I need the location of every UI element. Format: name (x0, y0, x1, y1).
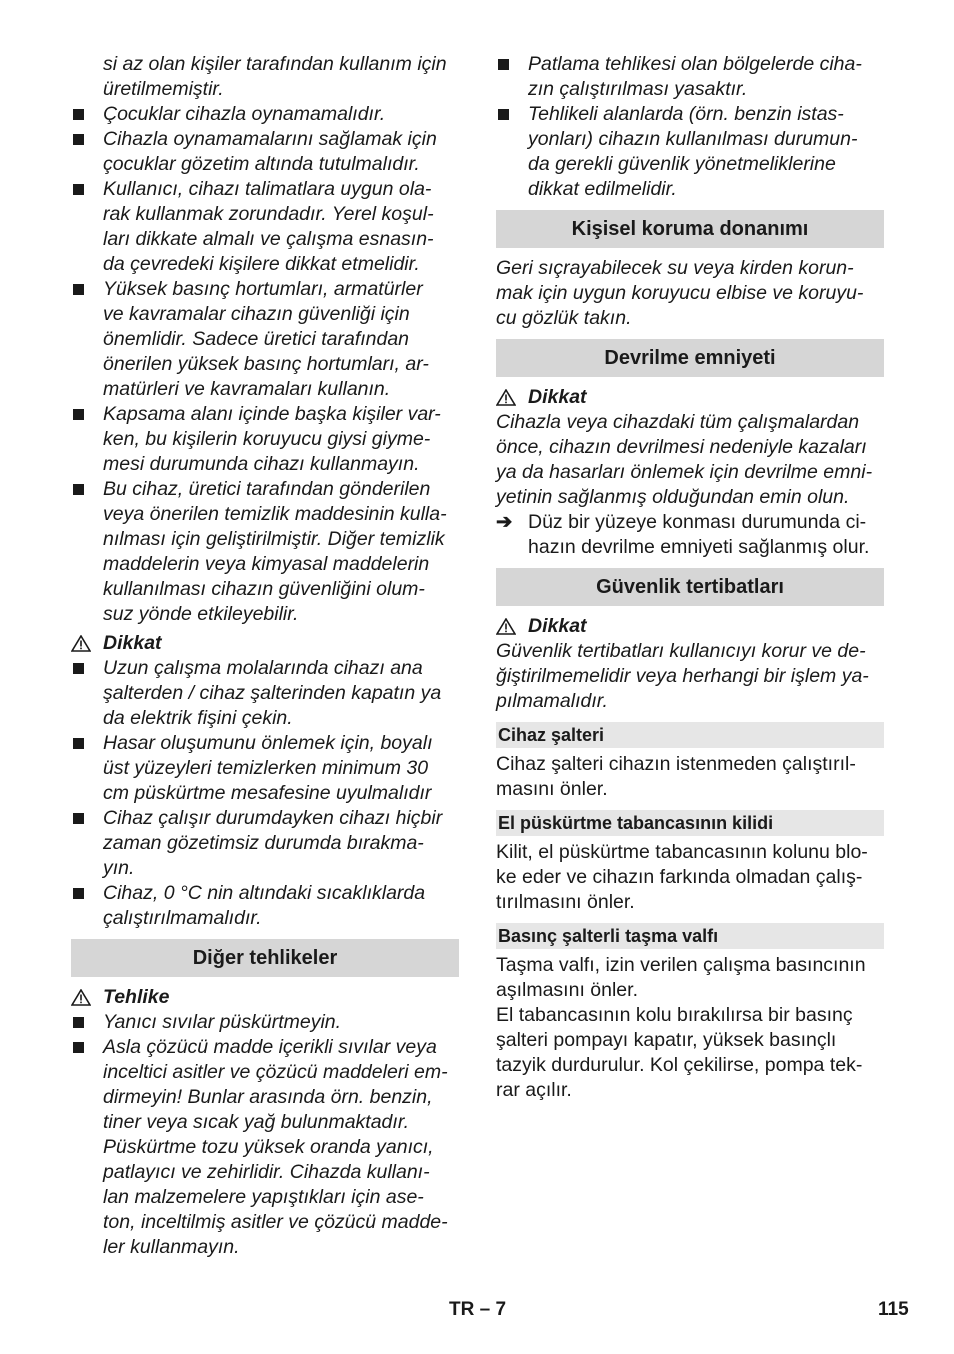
bullet-line: önemlidir. Sadece üretici tarafından (103, 328, 410, 350)
bullet-item (71, 656, 459, 731)
bullet-line: çalıştırılmamalıdır. (103, 907, 262, 929)
bullet-line: ları dikkate almalı ve çalışma esnasın- (103, 228, 434, 250)
section-heading: Güvenlik tertibatları (496, 568, 884, 606)
square-bullet-icon (73, 109, 84, 120)
bullet-line: ken, bu kişilerin koruyucu giysi giyme- (103, 428, 431, 450)
bullet-line: matürleri ve kavramaları kullanın. (103, 378, 391, 400)
bullet-list (71, 1010, 459, 1260)
safety-text: Güvenlik tertibatları kullanıcıyı korur ve de- ğiştirilmemelidir veya herhangi bir işlem ya- pılmamalıdır. (496, 640, 869, 712)
section-heading: Devrilme emniyeti (496, 339, 884, 377)
section-heading: Kişisel koruma donanımı (496, 210, 884, 248)
square-bullet-icon (498, 109, 509, 120)
bullet-line: veya önerilen temizlik maddesinin kulla- (103, 503, 447, 525)
bullet-line: zaman gözetimsiz durumda bırakma- (103, 832, 424, 854)
danger-note: Tehlike (71, 985, 459, 1010)
bullet-list (496, 52, 884, 202)
bullet-line: şalterden / cihaz şalterinden kapatın ya (103, 682, 442, 704)
warning-triangle-icon (496, 618, 516, 635)
bullet-line: Çocuklar cihazla oynamamalıdır. (103, 103, 386, 125)
bullet-item (71, 177, 459, 277)
bullet-line: patlayıcı ve zehirlidir. Cihazda kullanı- (103, 1161, 430, 1183)
bullet-line: rak kullanmak zorundadır. Yerel koşul- (103, 203, 434, 225)
bullet-item (71, 1010, 459, 1035)
lock-text: Kilit, el püskürtme tabancasının kolunu blo- ke eder ve cihazın farkında olmadan çalış- tırılmasını önler. (496, 841, 868, 913)
bullet-line: lan malzemelere yapıştıkları için ase- (103, 1186, 424, 1208)
square-bullet-icon (73, 888, 84, 899)
bullet-line: Cihazla oynamamalarını sağlamak için (103, 128, 437, 150)
warning-note: Dikkat (71, 631, 459, 656)
bullet-line: dirmeyin! Bunlar arasında örn. benzin, (103, 1086, 433, 1108)
bullet-line: kullanılması cihazın güvenliğini olum- (103, 578, 425, 600)
section-heading: Diğer tehlikeler (71, 939, 459, 977)
subsection-heading: Cihaz şalteri (496, 722, 884, 748)
square-bullet-icon (73, 1017, 84, 1028)
intro-text: si az olan kişiler tarafından kullanım için üretilmemiştir. (103, 53, 447, 100)
square-bullet-icon (73, 663, 84, 674)
square-bullet-icon (73, 813, 84, 824)
square-bullet-icon (73, 1042, 84, 1053)
bullet-line: Kapsama alanı içinde başka kişiler var- (103, 403, 441, 425)
bullet-line: Püskürtme tozu yüksek oranda yanıcı, (103, 1136, 434, 1158)
bullet-line: da çevredeki kişilere dikkat etmelidir. (103, 253, 420, 275)
bullet-item (496, 102, 884, 202)
bullet-item (71, 731, 459, 806)
subsection-heading: El püskürtme tabancasının kilidi (496, 810, 884, 836)
switch-text: Cihaz şalteri cihazın istenmeden çalıştırıl- masını önler. (496, 753, 856, 800)
square-bullet-icon (498, 59, 509, 70)
bullet-line: Kullanıcı, cihazı talimatlara uygun ola- (103, 178, 432, 200)
bullet-line: Uzun çalışma molalarında cihazı ana (103, 657, 423, 679)
bullet-line: Cihaz çalışır durumdayken cihazı hiçbir (103, 807, 443, 829)
bullet-line: cm püskürtme mesafesine uyulmalıdır (103, 782, 432, 804)
bullet-line: yonları) cihazın kullanılması durumun- (528, 128, 858, 150)
bullet-line: ler kullanmayın. (103, 1236, 240, 1258)
warning-note: Dikkat (496, 614, 884, 639)
bullet-line: mesi durumunda cihazı kullanmayın. (103, 453, 420, 475)
bullet-line: önerilen yüksek basınç hortumları, ar- (103, 353, 429, 375)
bullet-line: yın. (103, 857, 135, 879)
bullet-line: dikkat edilmelidir. (528, 178, 677, 200)
bullet-line: tiner veya sıcak yağ bulunmaktadır. (103, 1111, 410, 1133)
bullet-line: maddelerin veya kimyasal maddelerin (103, 553, 430, 575)
tip-text: Cihazla veya cihazdaki tüm çalışmalardan önce, cihazın devrilmesi nedeniyle kazaları ya da hasarları önlemek için devrilme emni- yetinin sağlanmış olduğundan emin olun. (496, 411, 873, 508)
bullet-item (71, 477, 459, 627)
warning-triangle-icon (71, 635, 91, 652)
bullet-line: Asla çözücü madde içerikli sıvılar veya (103, 1036, 437, 1058)
right-column (496, 52, 884, 1103)
bullet-item (71, 127, 459, 177)
bullet-line: Tehlikeli alanlarda (örn. benzin istas- (528, 103, 844, 125)
left-column (71, 52, 459, 1260)
page-number: 115 (878, 1299, 909, 1320)
bullet-item (71, 277, 459, 402)
bullet-line: Hasar oluşumunu önlemek için, boyalı (103, 732, 433, 754)
bullet-line: da gerekli güvenlik yönetmeliklerine (528, 153, 836, 175)
square-bullet-icon (73, 184, 84, 195)
square-bullet-icon (73, 484, 84, 495)
bullet-item (71, 806, 459, 881)
bullet-line: Patlama tehlikesi olan bölgelerde ciha- (528, 53, 862, 75)
bullet-list (71, 656, 459, 931)
bullet-item (71, 1035, 459, 1260)
warning-note: Dikkat (496, 385, 884, 410)
bullet-line: üst yüzeyleri temizlerken minimum 30 (103, 757, 429, 779)
bullet-item (71, 881, 459, 931)
bullet-line: ton, inceltilmiş asitler ve çözücü madde- (103, 1211, 448, 1233)
square-bullet-icon (73, 134, 84, 145)
bullet-line: da elektrik fişini çekin. (103, 707, 293, 729)
section-page-label: TR – 7 (449, 1299, 507, 1320)
square-bullet-icon (73, 409, 84, 420)
bullet-line: suz yönde etkileyebilir. (103, 603, 299, 625)
bullet-line: Bu cihaz, üretici tarafından gönderilen (103, 478, 431, 500)
bullet-item (496, 52, 884, 102)
square-bullet-icon (73, 738, 84, 749)
right-arrow-icon: ➔ (496, 511, 513, 533)
valve-text: Taşma valfı, izin verilen çalışma basıncının aşılmasını önler. El tabancasının kolu bırakılırsa bir basınç şalteri pompayı kapatır, yüksek basınçlı tazyik durdurulur. Kol çekilirse, pompa tek- rar açılır. (496, 954, 866, 1101)
subsection-heading: Basınç şalterli taşma valfı (496, 923, 884, 949)
bullet-line: inceltici asitler ve çözücü maddeleri em- (103, 1061, 448, 1083)
warning-triangle-icon (71, 989, 91, 1006)
warning-triangle-icon (496, 389, 516, 406)
bullet-line: Yanıcı sıvılar püskürtmeyin. (103, 1011, 342, 1033)
bullet-line: Yüksek basınç hortumları, armatürler (103, 278, 423, 300)
bullet-line: çocuklar gözetim altında tutulmalıdır. (103, 153, 420, 175)
bullet-line: zın çalıştırılması yasaktır. (528, 78, 748, 100)
bullet-item (71, 402, 459, 477)
bullet-line: nılması için geliştirilmiştir. Diğer temizlik (103, 528, 445, 550)
bullet-line: Cihaz, 0 °C nin altındaki sıcaklıklarda (103, 882, 426, 904)
bullet-list (71, 102, 459, 627)
bullet-item (71, 102, 459, 127)
square-bullet-icon (73, 284, 84, 295)
bullet-line: ve kavramalar cihazın güvenliği için (103, 303, 410, 325)
result-item: ➔ Düz bir yüzeye konması durumunda ci- hazın devrilme emniyeti sağlanmış olur. (496, 511, 870, 558)
ppe-text: Geri sıçrayabilecek su veya kirden korun- mak için uygun koruyucu elbise ve koruyu- cu gözlük takın. (496, 257, 864, 329)
